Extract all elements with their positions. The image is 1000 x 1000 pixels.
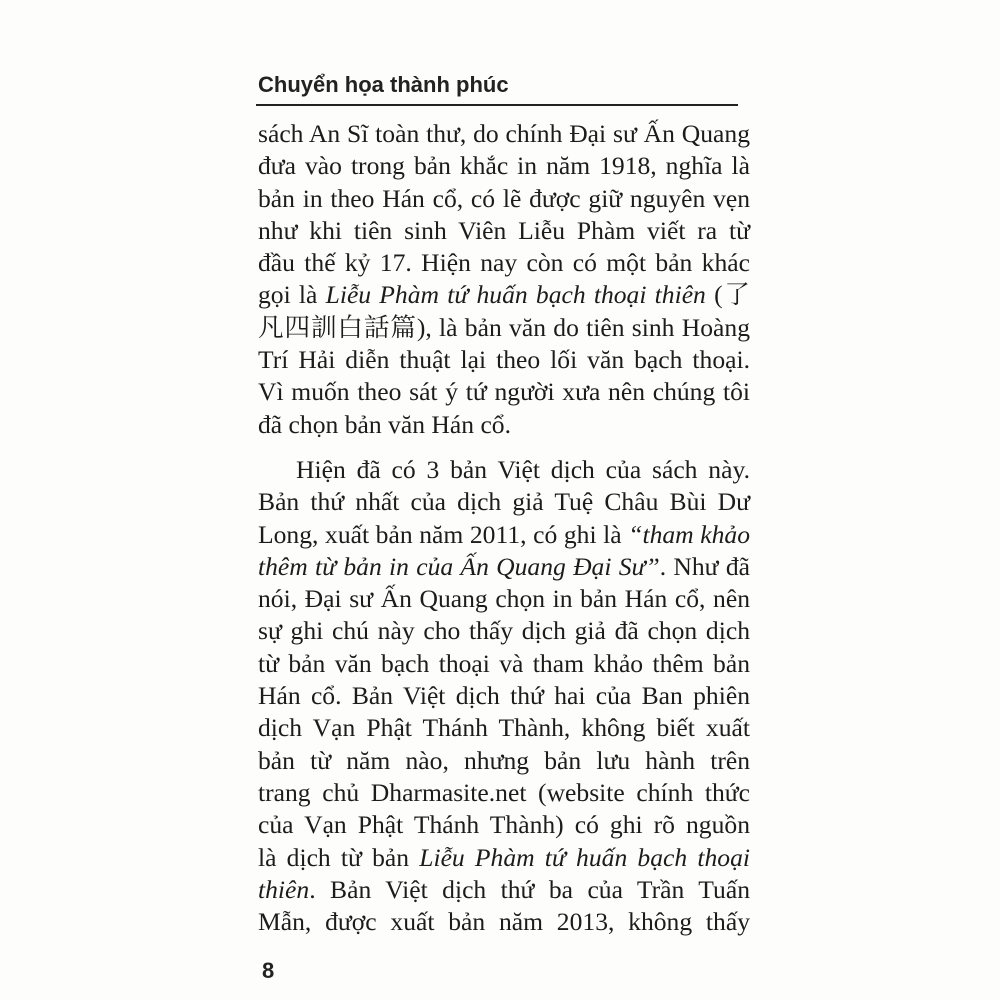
italic-quote: thêm từ bản in của Ấn Quang Đại Sư” [258, 551, 660, 581]
text-line: đã chọn bản văn Hán cổ. [258, 409, 512, 439]
text-line: Trí Hải diễn thuật lại theo lối văn bạch thoại. [258, 345, 750, 375]
text-line [258, 519, 750, 551]
text-run: gọi là [258, 280, 326, 310]
text-line: Mẫn, được xuất bản năm 2013, không thấy [258, 907, 750, 937]
text-line: đưa vào trong bản khắc in năm 1918, nghĩa là [258, 151, 750, 181]
text-line: bản từ năm nào, nhưng bản lưu hành trên [258, 745, 750, 775]
text-line [258, 551, 750, 583]
paragraph-2 [258, 454, 750, 938]
italic-quote: “tham khảo [621, 519, 751, 549]
text-line: của Vạn Phật Thánh Thành) có ghi rõ nguồn [258, 810, 750, 840]
text-run: Long, xuất bản năm 2011, có ghi là [258, 519, 622, 549]
header-rule [256, 104, 738, 106]
text-line: sách An Sĩ toàn thư, do chính Đại sư Ấn Quang [258, 119, 750, 148]
text-line: sự ghi chú này cho thấy dịch giả đã chọn dịch [258, 616, 750, 646]
text-line: như khi tiên sinh Viên Liễu Phàm viết ra từ [258, 215, 750, 245]
text-run: là dịch từ bản [258, 842, 420, 872]
italic-title: Liễu Phàm tứ huấn bạch thoại thiên [325, 280, 706, 310]
text-line: trang chủ Dharmasite.net (website chính thức [258, 777, 750, 807]
text-line: Hiện đã có 3 bản Việt dịch của sách này. [296, 454, 750, 484]
text-line: dịch Vạn Phật Thánh Thành, không biết xuất [258, 713, 750, 743]
body-text [258, 118, 750, 938]
text-line: bản in theo Hán cổ, có lẽ được giữ nguyên vẹn [258, 183, 750, 213]
italic-title: Liễu Phàm tứ huấn bạch thoại [419, 842, 750, 872]
paragraph-1 [258, 118, 750, 441]
text-line: Bản thứ nhất của dịch giả Tuệ Châu Bùi Dư [258, 487, 750, 517]
text-line: Hán cổ. Bản Việt dịch thứ hai của Ban phiên [258, 681, 750, 711]
text-line: từ bản văn bạch thoại và tham khảo thêm bản [258, 648, 750, 678]
text-line: đầu thế kỷ 17. Hiện nay còn có một bản khác [258, 248, 750, 278]
text-line: nói, Đại sư Ấn Quang chọn in bản Hán cổ, nên [258, 584, 750, 614]
text-run: . Bản Việt dịch thứ ba của Trần Tuấn [309, 874, 750, 904]
text-line: Vì muốn theo sát ý tứ người xưa nên chúng tôi [258, 377, 750, 407]
text-line [258, 279, 750, 311]
text-line: 凡四訓白話篇), là bản văn do tiên sinh Hoàng [258, 312, 750, 342]
text-line [258, 874, 750, 906]
page-number: 8 [262, 958, 275, 983]
text-line [258, 842, 750, 874]
text-run: . Như đã [659, 551, 750, 581]
running-head-title: Chuyển họa thành phúc [258, 72, 509, 97]
text-run: (了 [705, 280, 750, 310]
italic-title: thiên [258, 874, 310, 904]
